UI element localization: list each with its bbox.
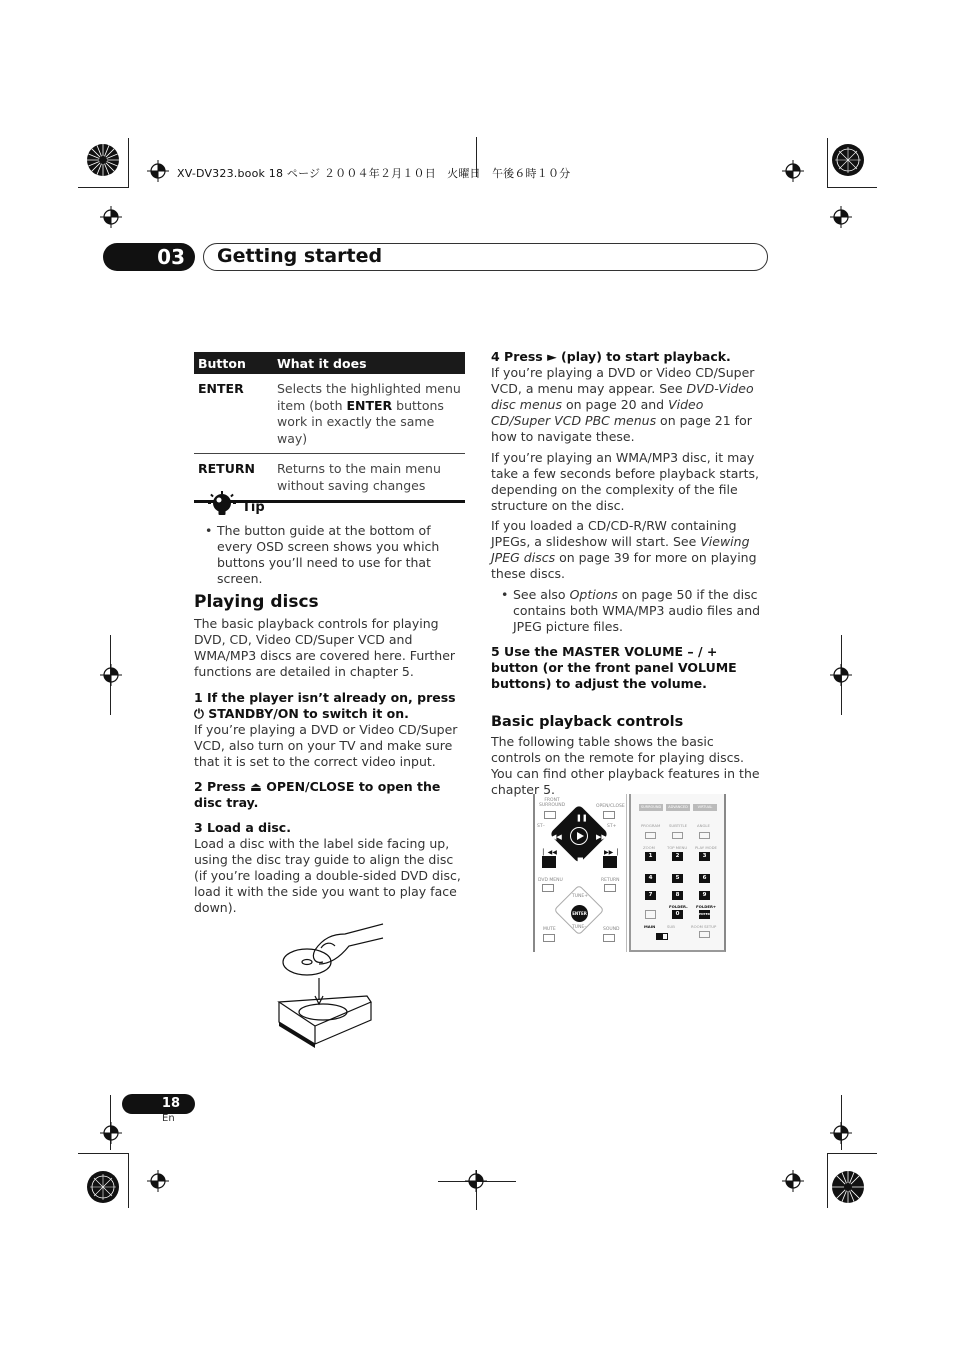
program-button (645, 832, 656, 839)
next-icon: ▶▶▕ (604, 849, 618, 856)
return-label: RETURN (601, 878, 620, 883)
language-code: En (162, 1113, 175, 1124)
crosshair-icon (782, 1170, 804, 1192)
next-button (603, 856, 617, 868)
table-header-what-it-does: What it does (273, 352, 465, 374)
table-row (194, 374, 465, 454)
step3-heading: 3 Load a disc. (194, 820, 291, 835)
remote-key: ENTER (699, 910, 710, 919)
remote-key: 7 (645, 891, 656, 900)
chapter-number: 03 (103, 243, 195, 271)
remote-key (645, 910, 656, 919)
angle-label: ANGLE (697, 823, 710, 828)
registration-wheel-icon (86, 1170, 120, 1204)
registration-wheel-icon (831, 1170, 865, 1204)
crosshair-icon (782, 160, 804, 182)
step4-paragraph-2: If you’re playing an WMA/MP3 disc, it may take a few seconds before playback starts, depending on the complexity of the file structure on the disc. (491, 450, 759, 513)
st-minus-label: ST– (537, 824, 545, 829)
remote-key: 9 (699, 891, 710, 900)
remote-key: 1 (645, 852, 656, 861)
tip-label: Tip (242, 500, 265, 515)
st-plus-label: ST+ (607, 824, 617, 829)
section-title-playing-discs: Playing discs (194, 592, 319, 612)
open-close-button (603, 811, 615, 819)
advanced-button: ADVANCED (666, 804, 690, 811)
basic-playback-body: The following table shows the basic controls on the remote for playing discs. You can find other playback features in the chapter 5. (491, 734, 760, 797)
dvd-menu-label: DVD MENU (538, 878, 563, 883)
fast-forward-icon: ▶▶ (596, 833, 607, 841)
top-menu-label: TOP MENU (667, 845, 688, 850)
subtitle-button (672, 832, 683, 839)
playing-discs-intro: The basic playback controls for playing DVD, CD, Video CD/Super VCD and WMA/MP3 discs are covered here. Further functions are detailed in chapter 5. (194, 616, 456, 679)
folder-minus-label: FOLDER– (669, 904, 688, 909)
virtual-button: VIRTUAL (693, 804, 717, 811)
open-close-label: OPEN/CLOSE (596, 804, 625, 809)
program-label: PROGRAM (641, 823, 661, 828)
mute-label: MUTE (543, 927, 556, 932)
crosshair-icon (147, 1170, 169, 1192)
front-surround-label: FRONT SURROUND (539, 798, 566, 808)
folder-plus-label: FOLDER+ (696, 904, 717, 909)
main-label: MAIN (644, 924, 656, 929)
remote-key: 3 (699, 852, 710, 861)
play-icon (576, 832, 584, 840)
sub-label: SUB (667, 924, 675, 929)
step1-body: If you’re playing a DVD or Video CD/Super VCD, also turn on your TV and make sure that it is set to the correct video input. (194, 722, 458, 769)
return-button (604, 884, 616, 892)
file-info-line: XV-DV323.book 18 ページ ２００４年２月１０日 火曜日 午後６時１０分 (177, 167, 571, 180)
room-setup-button (699, 931, 710, 938)
angle-button (699, 832, 710, 839)
remote-key: 8 (672, 891, 683, 900)
remote-key: 5 (672, 874, 683, 883)
registration-wheel-icon (86, 143, 120, 177)
remote-key: 2 (672, 852, 683, 861)
step4-paragraph-1: If you’re playing a DVD or Video CD/Super VCD, a menu may appear. See DVD-Video disc menus on page 20 and Video CD/Super VCD PBC menus on page 21 for how to navigate these. (491, 365, 755, 444)
previous-icon: ▏◀◀ (543, 849, 557, 856)
enter-button: ENTER (571, 905, 588, 922)
mute-button (543, 934, 555, 942)
step5-heading: 5 Use the MASTER VOLUME – / + button (or the front panel VOLUME buttons) to adjust the volume. (491, 644, 737, 691)
crosshair-icon (465, 1170, 487, 1192)
section-title-basic-playback-controls: Basic playback controls (491, 714, 684, 730)
tune-plus-label: TUNE+ (572, 894, 589, 899)
crosshair-icon (830, 664, 852, 686)
table-cell-button: ENTER (194, 374, 273, 454)
remote-key: 4 (645, 874, 656, 883)
stop-icon: ■ (577, 856, 584, 864)
crosshair-icon (830, 1122, 852, 1144)
sound-button (603, 934, 615, 942)
disc-tray-illustration (275, 920, 385, 1050)
subtitle-label: SUBTITLE (669, 823, 688, 828)
sound-label: SOUND (603, 927, 620, 932)
crosshair-icon (100, 206, 122, 228)
crosshair-icon (100, 664, 122, 686)
tip-text: • The button guide at the bottom of every OSD screen shows you which buttons you’ll need to use for that screen. (195, 523, 465, 587)
crosshair-icon (100, 1122, 122, 1144)
pause-icon: ❚❚ (576, 814, 588, 822)
previous-button (542, 856, 556, 868)
zoom-label: ZOOM (643, 845, 655, 850)
page-number: 18 (122, 1094, 195, 1114)
table-cell-description: Selects the highlighted menu item (both ENTER buttons work in exactly the same way) (273, 374, 465, 454)
crosshair-icon (830, 206, 852, 228)
rewind-icon: ◀◀ (551, 833, 562, 841)
remote-key: 0 (672, 910, 683, 919)
table-header-button: Button (194, 352, 273, 374)
list-item: • See also Options on page 50 if the disc contains both WMA/MP3 audio files and JPEG picture files. (491, 587, 766, 635)
remote-control-illustration (533, 794, 726, 954)
surround-button: SURROUND (640, 805, 662, 809)
table-cell-button: RETURN (194, 454, 273, 502)
registration-wheel-icon (831, 143, 865, 177)
crosshair-icon (147, 160, 169, 182)
step3-body: Load a disc with the label side facing up, using the disc tray guide to align the disc (if you’re loading a double-sided DVD disc, load it with the side you want to play face down). (194, 836, 461, 915)
chapter-title: Getting started (203, 243, 768, 271)
step4-paragraph-3: If you loaded a CD/CD-R/RW containing JPEGs, a slideshow will start. See Viewing JPEG discs on page 39 for more on playing these discs. (491, 518, 757, 581)
play-mode-label: PLAY MODE (695, 845, 717, 850)
step4-bullet-list (491, 587, 766, 635)
tip-lightbulb-icon (208, 491, 236, 519)
tune-minus-label: TUNE– (572, 925, 587, 930)
dvd-menu-button (542, 884, 554, 892)
button-table (194, 352, 465, 503)
tip-list (195, 523, 465, 587)
front-surround-button (544, 811, 556, 819)
table-cell-description: Returns to the main menu without saving changes (273, 454, 465, 502)
room-setup-label: ROOM SETUP (691, 924, 717, 929)
step2-heading: 2 Press ⏏ OPEN/CLOSE to open the disc tray. (194, 779, 441, 810)
step1-heading: 1 If the player isn’t already on, press ⏻ STANDBY/ON to switch it on. (194, 690, 456, 721)
remote-key: 6 (699, 874, 710, 883)
step4-heading: 4 Press ► (play) to start playback. (491, 349, 731, 364)
main-sub-switch (656, 933, 668, 940)
